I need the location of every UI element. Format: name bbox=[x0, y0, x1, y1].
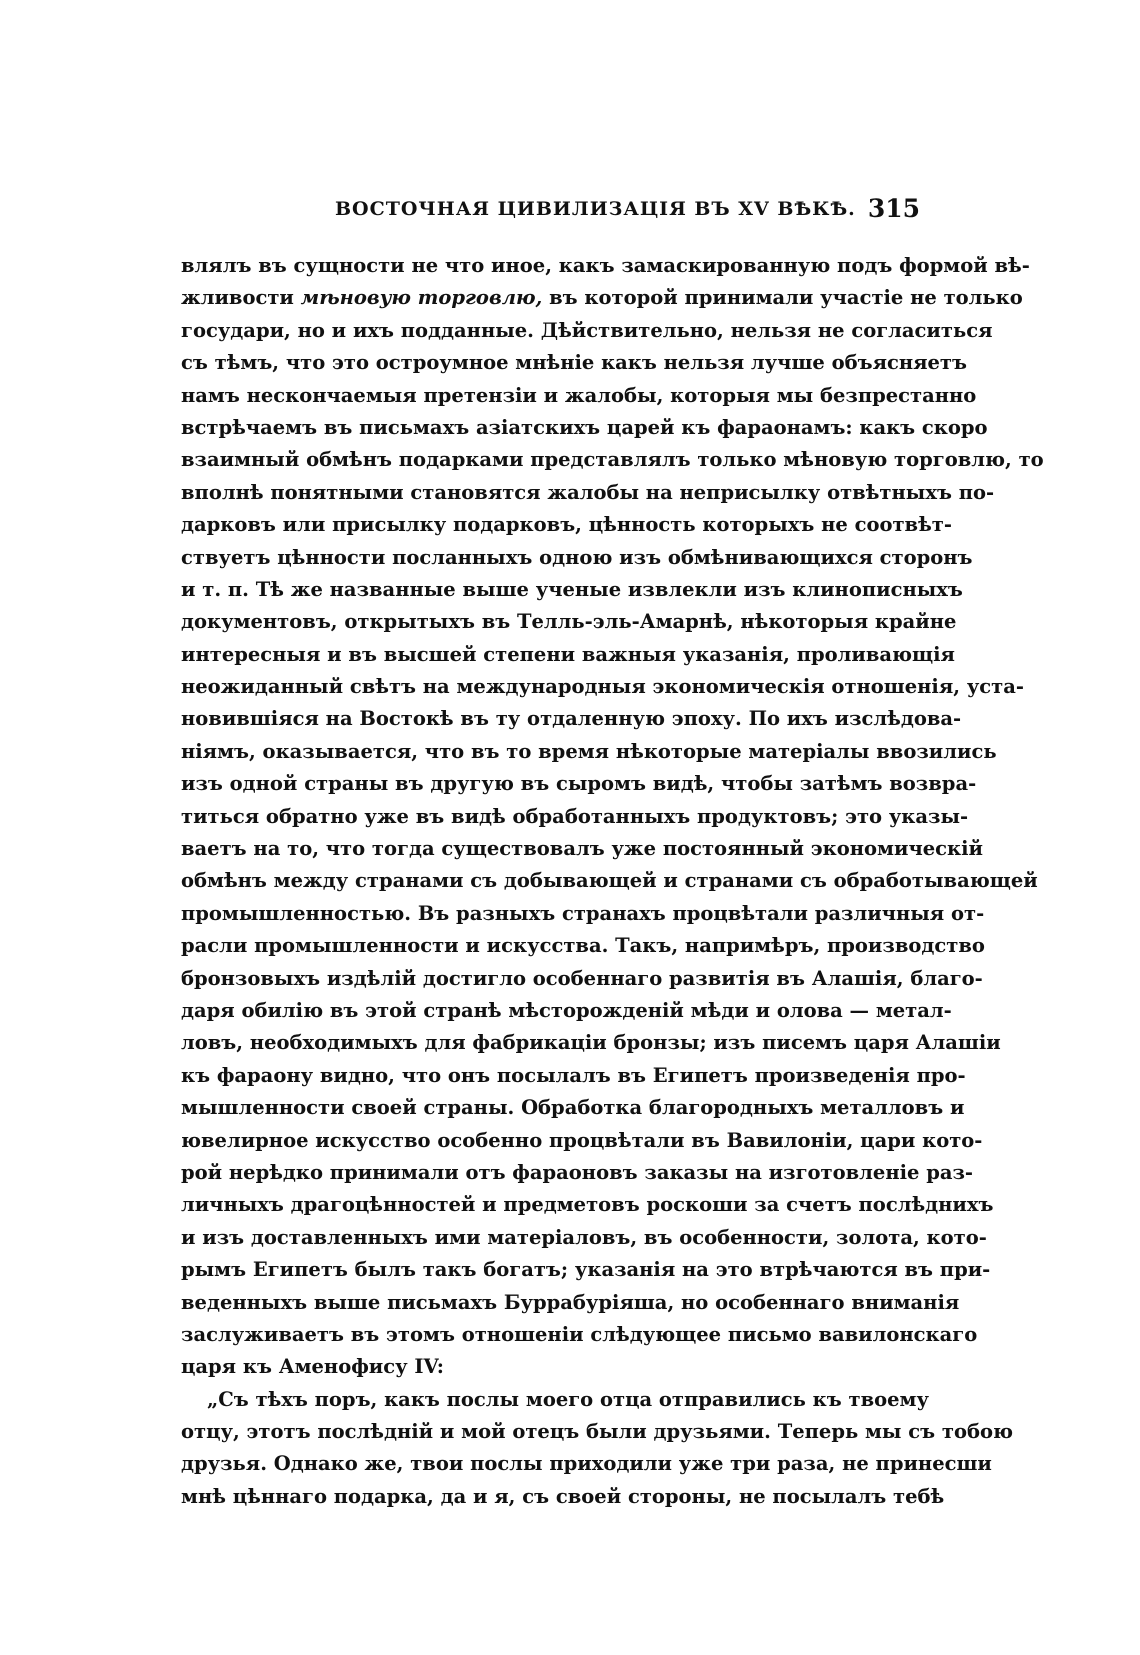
text-segment: въ которой принимали участіе не только bbox=[542, 286, 1023, 310]
text-line: расли промышленности и искусства. Такъ, напримѣръ, производство bbox=[181, 934, 985, 958]
text-line: промышленностью. Въ разныхъ странахъ процвѣтали различныя от- bbox=[181, 901, 985, 925]
text-line: взаимный обмѣнъ подарками представлялъ только мѣновую торговлю, то bbox=[181, 448, 1044, 472]
text-line: государи, но и ихъ подданные. Дѣйствительно, нельзя не согласиться bbox=[181, 318, 993, 342]
quote-line: отцу, этотъ послѣдній и мой отецъ были друзьями. Теперь мы съ тобою bbox=[181, 1420, 1013, 1444]
text-line: встрѣчаемъ въ письмахъ азіатскихъ царей къ фараонамъ: какъ скоро bbox=[181, 415, 988, 439]
text-line: ювелирное искусство особенно процвѣтали въ Вавилоніи, цари кото- bbox=[181, 1128, 983, 1152]
quote-line: мнѣ цѣннаго подарка, да и я, съ своей стороны, не посылалъ тебѣ bbox=[181, 1484, 945, 1508]
text-line: и т. п. Тѣ же названные выше ученые извлекли изъ клинописныхъ bbox=[181, 577, 963, 601]
text-line: изъ одной страны въ другую въ сыромъ видѣ, чтобы затѣмъ возвра- bbox=[181, 772, 977, 796]
text-line: вполнѣ понятными становятся жалобы на неприсылку отвѣтныхъ по- bbox=[181, 480, 995, 504]
text-line: мышленности своей страны. Обработка благородныхъ металловъ и bbox=[181, 1096, 965, 1120]
quote-line: друзья. Однако же, твои послы приходили уже три раза, не принесши bbox=[181, 1452, 992, 1476]
page-header bbox=[335, 194, 920, 238]
text-line: рымъ Египетъ былъ такъ богатъ; указанія на это втрѣчаются въ при- bbox=[181, 1258, 991, 1282]
page-number: 315 bbox=[867, 194, 920, 223]
text-line: царя къ Аменофису IV: bbox=[181, 1355, 444, 1379]
body-text bbox=[181, 250, 1044, 1513]
text-segment: жливости bbox=[181, 286, 301, 310]
text-line: даря обилію въ этой странѣ мѣсторожденій мѣди и олова — метал- bbox=[181, 998, 952, 1022]
emphasized-phrase: мѣновую торговлю, bbox=[300, 286, 543, 310]
text-line: обмѣнъ между странами съ добывающей и странами съ обработывающей bbox=[181, 869, 1038, 893]
text-line: бронзовыхъ издѣлій достигло особеннаго развитія въ Алашія, благо- bbox=[181, 966, 983, 990]
text-line: ствуетъ цѣнности посланныхъ одною изъ обмѣнивающихся сторонъ bbox=[181, 545, 973, 569]
text-line: влялъ въ сущности не что иное, какъ замаскированную подъ формой вѣ- bbox=[181, 254, 1030, 277]
quote-line: „Съ тѣхъ поръ, какъ послы моего отца отправились къ твоему bbox=[207, 1387, 929, 1411]
text-line: неожиданный свѣтъ на международныя экономическія отношенія, уста- bbox=[181, 675, 1024, 699]
text-line: и изъ доставленныхъ ими матеріаловъ, въ особенности, золота, кото- bbox=[181, 1225, 987, 1249]
text-line: титься обратно уже въ видѣ обработанныхъ продуктовъ; это указы- bbox=[181, 804, 969, 828]
text-line: новившіяся на Востокѣ въ ту отдаленную эпоху. По ихъ изслѣдова- bbox=[181, 707, 962, 731]
text-line: къ фараону видно, что онъ посылалъ въ Египетъ произведенія про- bbox=[181, 1063, 966, 1087]
running-title: ВОСТОЧНАЯ ЦИВИЛИЗАЦІЯ ВЪ XV ВѢКѢ. bbox=[335, 198, 856, 220]
text-line: интересныя и въ высшей степени важныя указанія, проливающія bbox=[181, 642, 955, 666]
text-line: рой нерѣдко принимали отъ фараоновъ заказы на изготовленіе раз- bbox=[181, 1160, 973, 1184]
text-line: веденныхъ выше письмахъ Буррабуріяша, но особеннаго вниманія bbox=[181, 1290, 960, 1314]
text-line: намъ нескончаемыя претензіи и жалобы, которыя мы безпрестанно bbox=[181, 383, 977, 407]
text-line: ніямъ, оказывается, что въ то время нѣкоторые матеріалы ввозились bbox=[181, 739, 997, 763]
text-line: личныхъ драгоцѣнностей и предметовъ роскоши за счетъ послѣднихъ bbox=[181, 1193, 994, 1217]
text-line: съ тѣмъ, что это остроумное мнѣніе какъ нельзя лучше объясняетъ bbox=[181, 351, 967, 375]
text-line: дарковъ или присылку подарковъ, цѣнность которыхъ не соотвѣт- bbox=[181, 513, 952, 537]
text-line: документовъ, открытыхъ въ Телль-эль-Амарнѣ, нѣкоторыя крайне bbox=[181, 610, 957, 634]
text-line: заслуживаетъ въ этомъ отношеніи слѣдующее письмо вавилонскаго bbox=[181, 1322, 978, 1346]
text-line bbox=[181, 282, 1023, 314]
text-line: ловъ, необходимыхъ для фабрикаціи бронзы; изъ писемъ царя Алашіи bbox=[181, 1031, 1001, 1055]
text-line: ваетъ на то, что тогда существовалъ уже постоянный экономическій bbox=[181, 837, 983, 861]
